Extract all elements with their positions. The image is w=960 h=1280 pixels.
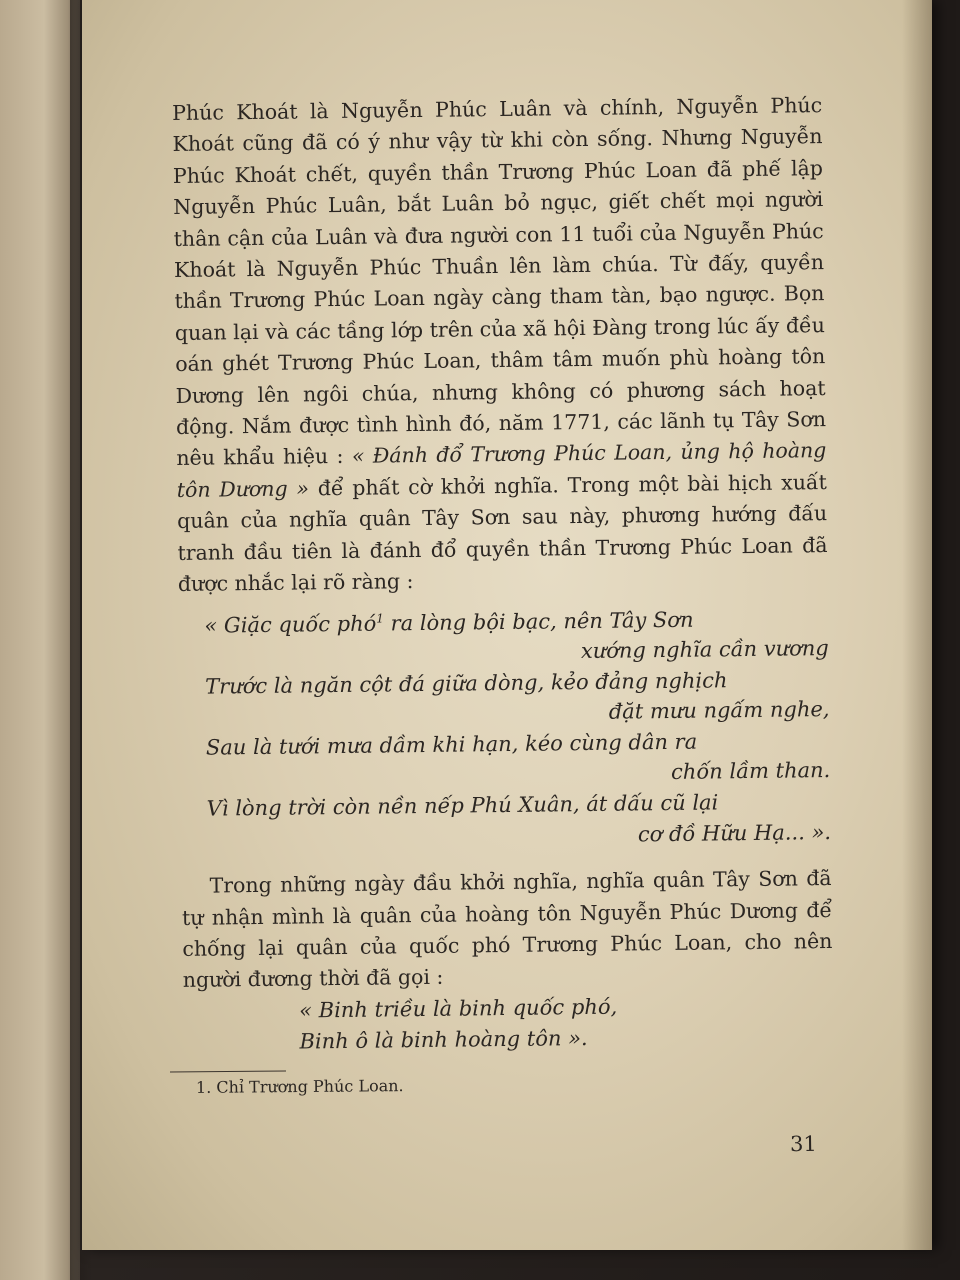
couplet <box>299 989 834 1058</box>
couplet-line-2: Binh ô là binh hoàng tôn ». <box>299 1025 588 1054</box>
p1-line: tham tàn, bạo ngược. Bọn quan lại và các tầng lớp trên <box>174 281 825 345</box>
verse-l1a: « Giặc quốc phó <box>204 611 377 638</box>
slogan-quote: « Đánh đổ Trương Phúc Loan, ủng hộ hoàng tôn Dương » <box>176 438 827 502</box>
verse-line-2-cont: đặt mưu ngấm nghe, <box>608 697 830 724</box>
footnote: 1. Chỉ Trương Phúc Loan. <box>195 1076 404 1097</box>
page-number: 31 <box>789 1131 817 1157</box>
verse-line-3: Sau là tưới mưa dầm khi hạn, kéo cùng dân ra <box>205 729 698 760</box>
verse-line-1-cont: xướng nghĩa cần vương <box>580 636 829 664</box>
p1-line: nhưng không có phương sách hoạt động. Nắm được tình <box>175 375 826 440</box>
couplet-line-1: « Binh triều là binh quốc phó, <box>299 994 618 1023</box>
p1-line: đã phế lập Nguyễn Phúc Luân, bắt Luân bỏ ngục, giết chết <box>173 155 824 220</box>
verse-l1b: ra lòng bội bạc, nên Tây Sơn <box>383 607 694 635</box>
page-body <box>172 90 834 1059</box>
paragraph-2: Trong những ngày đầu khởi nghĩa, nghĩa quân Tây Sơn đã tự nhận mình là quân của hoàng tôn Nguyễn Phúc Dương để chống lại quân của quốc phó Trương Phúc Loan, cho nên người đương thời đã gọi : <box>181 866 833 993</box>
proclamation-verse <box>178 603 831 856</box>
verse-line-3-cont: chốn lầm than. <box>670 758 831 785</box>
left-page-edge <box>0 0 80 1280</box>
page-edge-shading <box>902 0 932 1250</box>
footnote-marker: 1 <box>376 610 384 626</box>
p1-line: của xã hội Đàng trong lúc ấy đều oán ghét Trương Phúc <box>175 312 825 377</box>
p1-line: của Nguyễn Phúc Khoát là Nguyễn Phúc Thuần lên làm <box>173 218 824 283</box>
p1-rest: để phất cờ khởi nghĩa. Trong một bài hịch xuất quân của nghĩa quân Tây Sơn sau này, phương hướng đấu tranh đầu tiên là đánh đổ quyền thần Trương Phúc Loan đã được nhắc lại rõ ràng : <box>177 469 828 597</box>
p1-line: hình đó, năm 1771, các lãnh tụ Tây Sơn nêu khẩu hiệu : <box>176 407 827 471</box>
p1-line: Nguyễn Phúc Khoát chết, quyền thần Trương Phúc Loan <box>172 124 823 188</box>
p1-line: Khoát cũng đã có ý như vậy từ khi còn sống. Nhưng <box>172 125 733 157</box>
p1-line: Phúc Khoát là Nguyễn Phúc Luân và chính, Nguyễn Phúc <box>172 93 823 125</box>
paragraph-1 <box>172 90 828 600</box>
p1-line: Loan, thâm tâm muốn phù hoàng tôn Dương lên ngôi chúa, <box>175 344 826 408</box>
verse-line-4-cont: cơ đồ Hữu Hạ... ». <box>637 819 832 847</box>
verse-line-4: Vì lòng trời còn nền nếp Phú Xuân, át dấu cũ lại <box>206 790 719 821</box>
p1-line: chúa. Từ đấy, quyền thần Trương Phúc Loan ngày càng <box>174 250 825 314</box>
p1-line: mọi người thân cận của Luân và đưa người con 11 tuổi <box>173 187 824 251</box>
footnote-rule <box>170 1070 286 1072</box>
verse-line-2: Trước là ngăn cột đá giữa dòng, kẻo đảng nghịch <box>205 667 728 699</box>
book-page <box>82 0 932 1250</box>
